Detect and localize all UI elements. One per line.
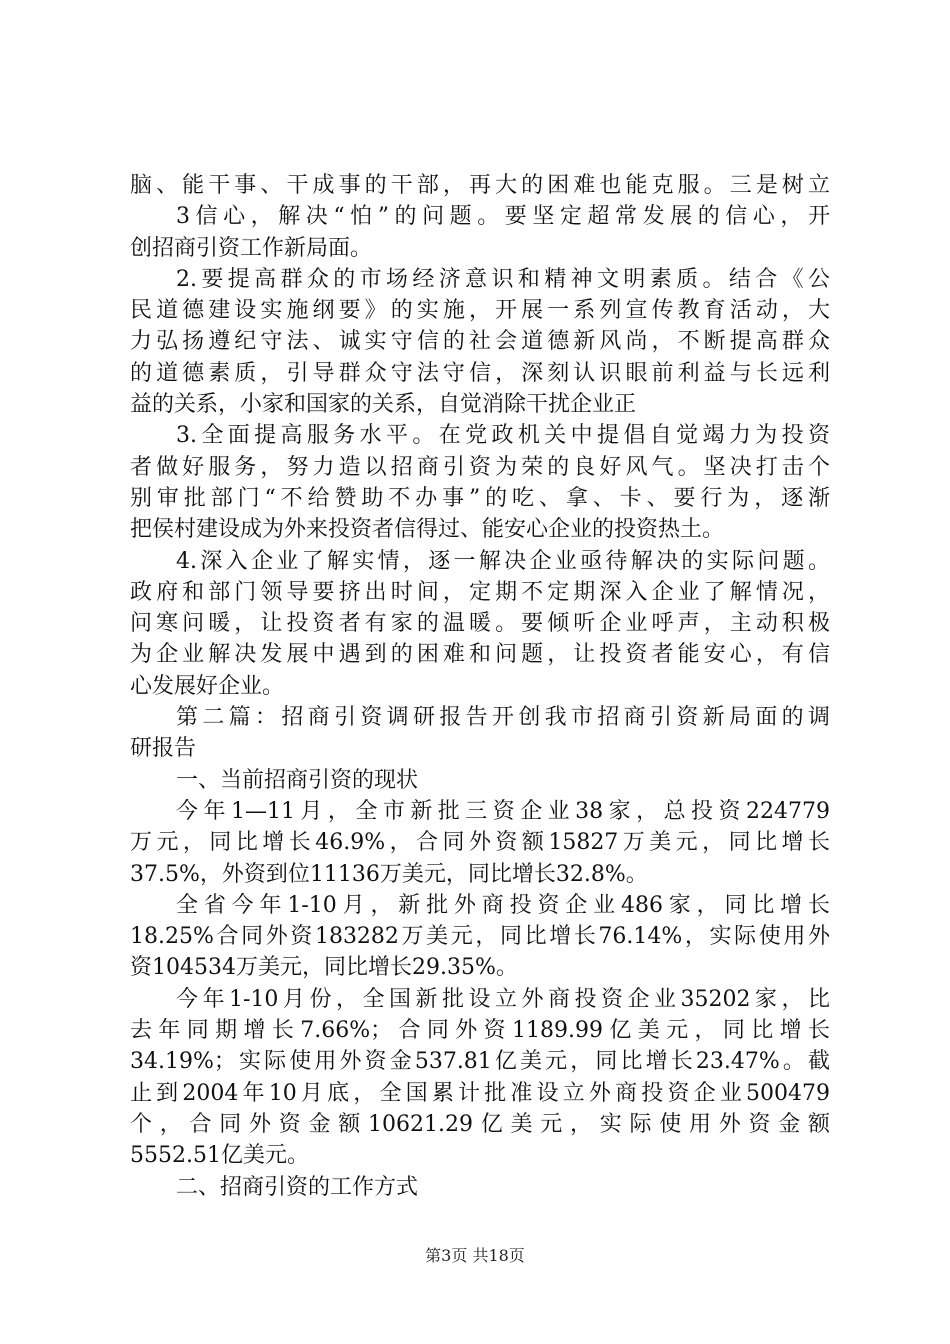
text-line: 政府和部门领导要挤出时间，定期不定期深入企业了解情况，: [130, 579, 830, 605]
text-line: 今年1—11月，全市新批三资企业38家，总投资224779: [176, 798, 830, 824]
text-line: 为企业解决发展中遇到的困难和问题，让投资者能安心，有信: [130, 642, 830, 668]
text-line: 全省今年1-10月，新批外商投资企业486家，同比增长: [176, 892, 830, 918]
text-line: 4.深入企业了解实情，逐一解决企业亟待解决的实际问题。: [176, 548, 830, 574]
text-line: 一、当前招商引资的现状: [176, 767, 419, 793]
text-line: 第二篇：招商引资调研报告开创我市招商引资新局面的调: [176, 705, 830, 731]
text-line: 3.全面提高服务水平。在党政机关中提倡自觉竭力为投资: [176, 423, 830, 449]
text-line: 益的关系，小家和国家的关系，自觉消除干扰企业正: [130, 392, 637, 418]
text-line: 问寒问暖，让投资者有家的温暖。要倾听企业呼声，主动积极: [130, 611, 830, 637]
text-line: 的道德素质，引导群众守法守信，深刻认识眼前利益与长远利: [130, 360, 830, 386]
text-line: 者做好服务，努力造以招商引资为荣的良好风气。坚决打击个: [130, 454, 830, 480]
text-line: 别审批部门“不给赞助不办事”的吃、拿、卡、要行为，逐渐: [130, 485, 830, 511]
text-line: 止到2004年10月底，全国累计批准设立外商投资企业500479: [130, 1080, 830, 1106]
text-line: 创招商引资工作新局面。: [130, 235, 373, 261]
text-line: 5552.51亿美元。: [130, 1143, 309, 1169]
text-line: 18.25%合同外资183282万美元，同比增长76.14%，实际使用外: [130, 924, 830, 950]
text-line: 去年同期增长7.66%；合同外资1189.99亿美元，同比增长: [130, 1018, 830, 1044]
text-line: 3信心，解决“怕”的问题。要坚定超常发展的信心，开: [176, 204, 830, 230]
text-line: 二、招商引资的工作方式: [176, 1174, 419, 1200]
page-footer: 第3页 共18页: [425, 1246, 525, 1265]
text-line: 脑、能干事、干成事的干部，再大的困难也能克服。三是树立: [130, 173, 830, 198]
text-line: 资104534万美元，同比增长29.35%。: [130, 955, 518, 981]
text-line: 心发展好企业。: [130, 673, 285, 699]
text-line: 力弘扬遵纪守法、诚实守信的社会道德新风尚，不断提高群众: [130, 329, 830, 355]
text-line: 研报告: [130, 736, 197, 762]
text-line: 今年1-10月份，全国新批设立外商投资企业35202家，比: [176, 986, 830, 1012]
document-body: [130, 170, 830, 1203]
text-line: 民道德建设实施纲要》的实施，开展一系列宣传教育活动，大: [130, 298, 830, 324]
text-line: 万元，同比增长46.9%，合同外资额15827万美元，同比增长: [130, 830, 830, 856]
text-line: 个，合同外资金额10621.29亿美元，实际使用外资金额: [130, 1111, 830, 1137]
text-line: 34.19%；实际使用外资金537.81亿美元，同比增长23.47%。截: [130, 1049, 830, 1075]
text-line: 37.5%，外资到位11136万美元，同比增长32.8%。: [130, 861, 648, 887]
text-line: 把侯村建设成为外来投资者信得过、能安心企业的投资热土。: [130, 517, 725, 543]
text-line: 2.要提高群众的市场经济意识和精神文明素质。结合《公: [176, 266, 830, 292]
